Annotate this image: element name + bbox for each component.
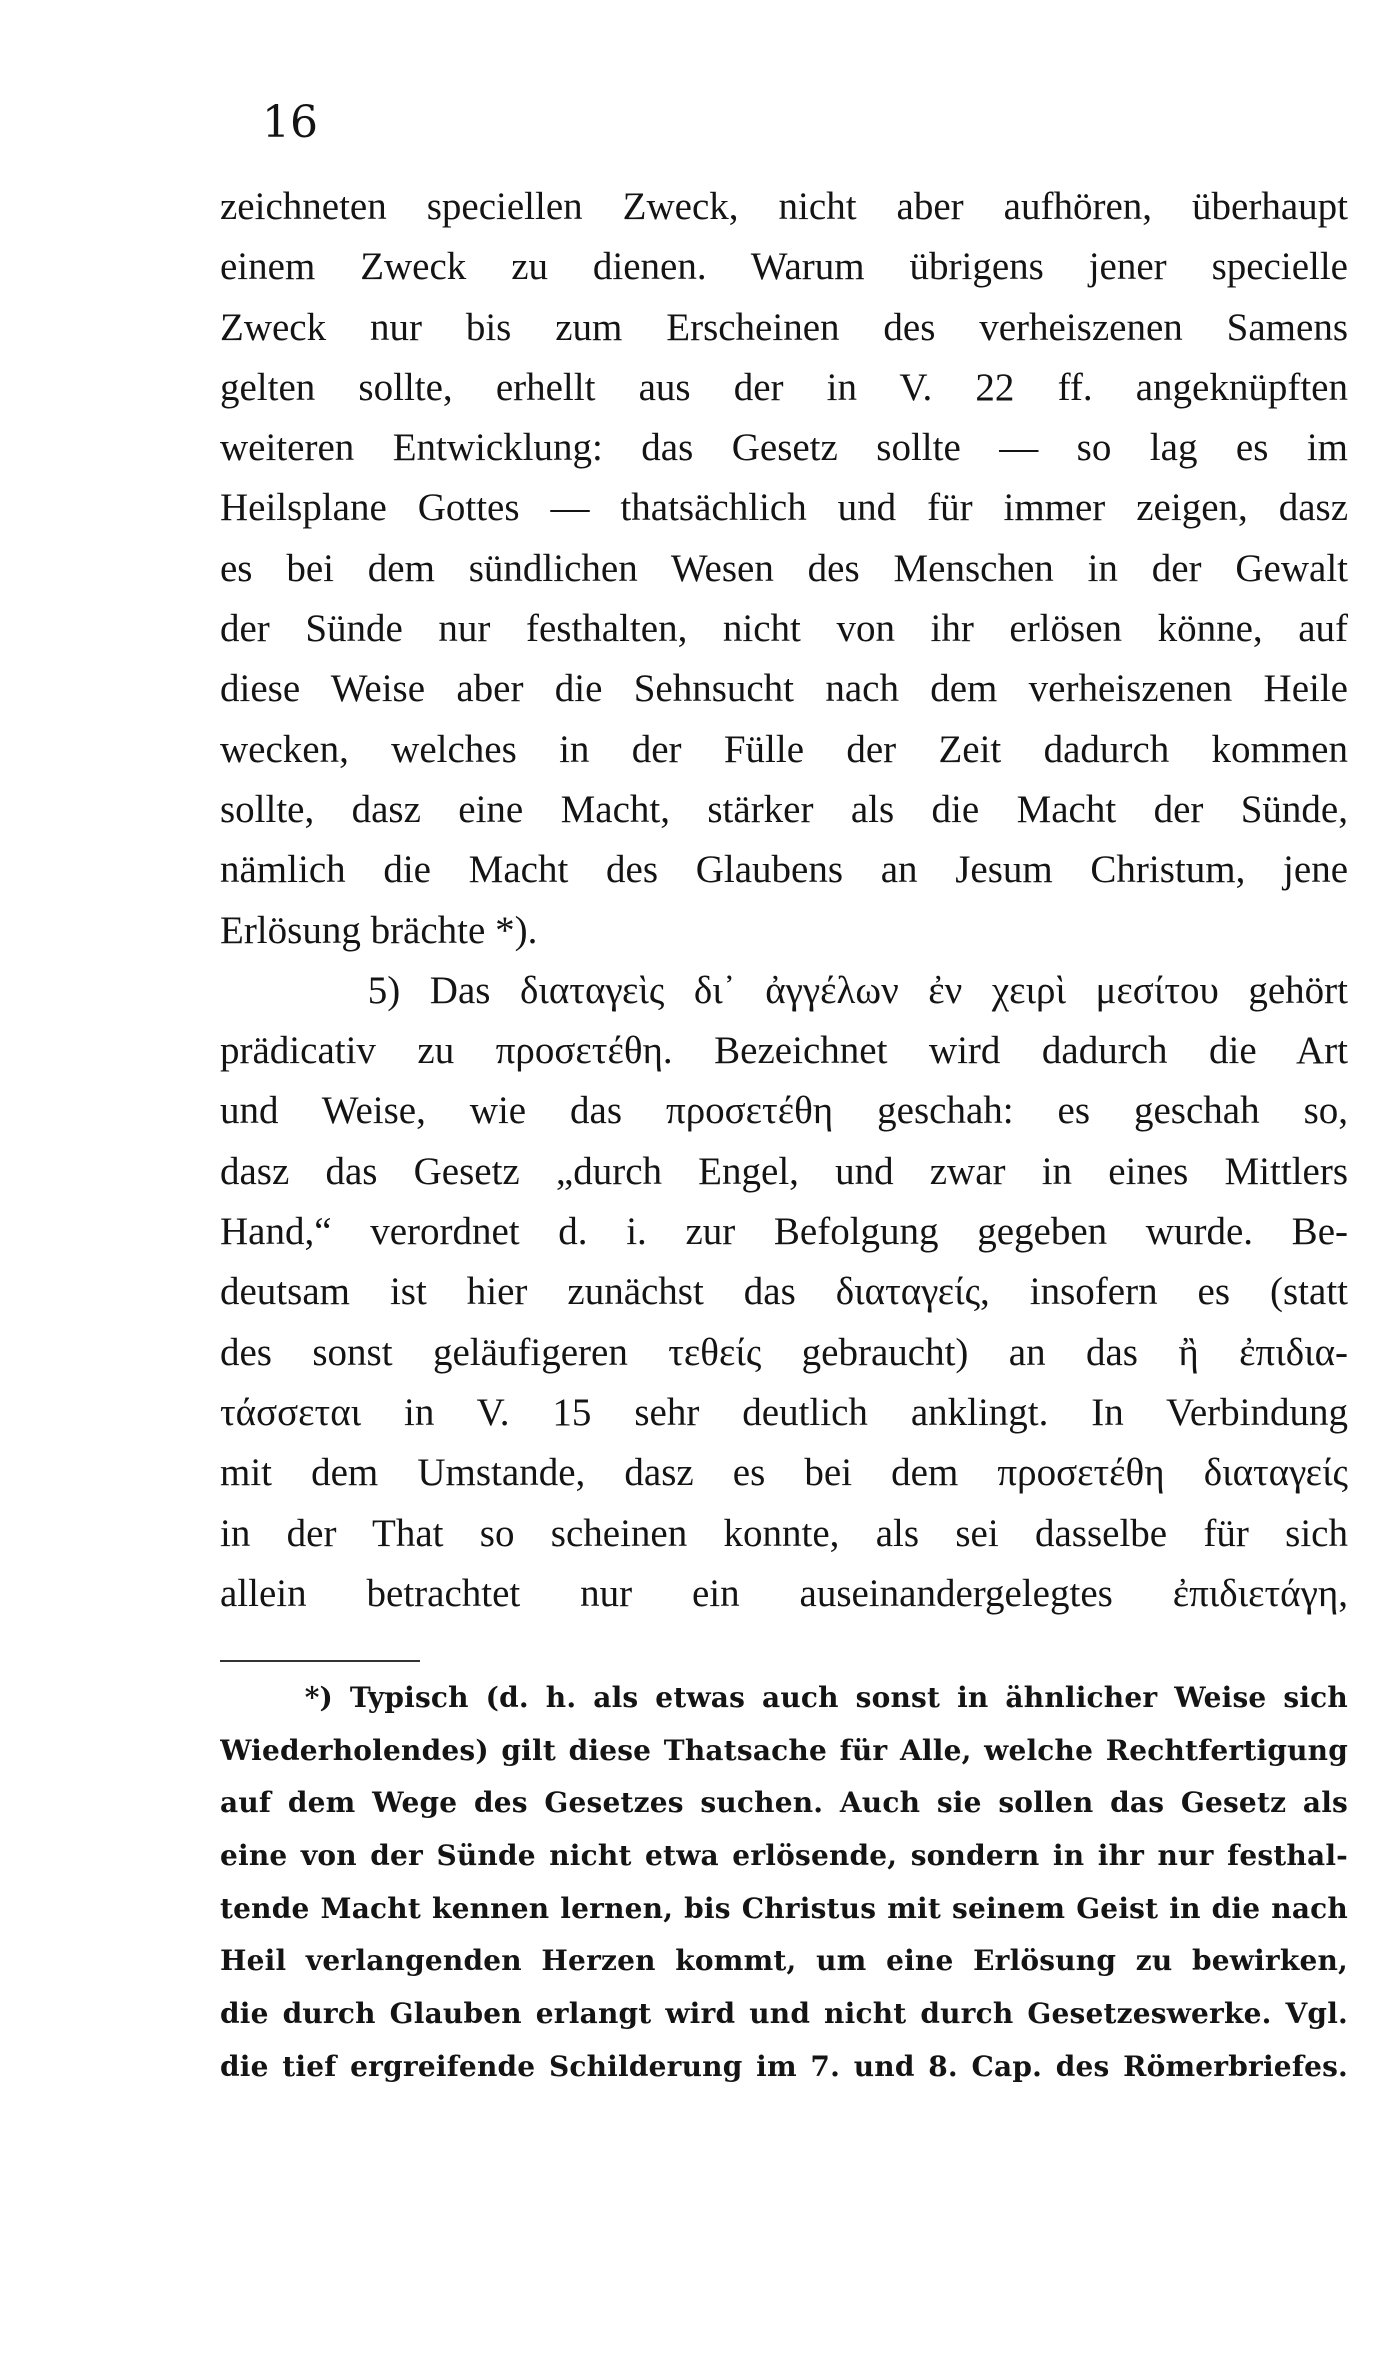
text-line: des sonst geläufigeren τεθείς gebraucht) an das ἢ ἐπιδια- xyxy=(220,1330,1348,1374)
footnote-line: Heil verlangenden Herzen kommt, um eine Erlösung zu bewirken, xyxy=(220,1944,1348,1978)
text-line: sollte, dasz eine Macht, stärker als die Macht der Sünde, xyxy=(220,787,1348,831)
text-line: und Weise, wie das προσετέθη geschah: es geschah so, xyxy=(220,1089,1348,1133)
footnote-line: eine von der Sünde nicht etwa erlösende, sondern in ihr nur festhal- xyxy=(220,1839,1348,1873)
text-line: Erlösung brächte *). xyxy=(220,908,538,952)
text-line: deutsam ist hier zunächst das διαταγείς, insofern es (statt xyxy=(220,1270,1348,1314)
text-line: zeichneten speciellen Zweck, nicht aber aufhören, überhaupt xyxy=(220,185,1348,228)
footnote-line: *) Typisch (d. h. als etwas auch sonst in ähnlicher Weise sich xyxy=(220,1681,1348,1714)
text-line: in der That so scheinen konnte, als sei dasselbe für sich xyxy=(220,1511,1348,1555)
footnote-line: tende Macht kennen lernen, bis Christus mit seinem Geist in die nach xyxy=(220,1891,1348,1925)
text-line: weiteren Entwicklung: das Gesetz sollte — so lag es im xyxy=(220,426,1348,470)
text-line: prädicativ zu προσετέθη. Bezeichnet wird dadurch die Art xyxy=(220,1029,1348,1073)
text-line: mit dem Umstande, dasz es bei dem προσετέθη διαταγείς xyxy=(220,1451,1348,1495)
footnote-line: die tief ergreifende Schilderung im 7. und 8. Cap. des Römerbriefes. xyxy=(220,2049,1348,2083)
text-line: nämlich die Macht des Glaubens an Jesum Christum, jene xyxy=(220,848,1348,892)
text-line: τάσσεται in V. 15 sehr deutlich anklingt. In Verbindung xyxy=(220,1390,1348,1434)
footnote-line: auf dem Wege des Gesetzes suchen. Auch sie sollen das Gesetz als xyxy=(220,1786,1348,1820)
text-line: einem Zweck zu dienen. Warum übrigens jener specielle xyxy=(220,245,1348,289)
text-line: wecken, welches in der Fülle der Zeit dadurch kommen xyxy=(220,727,1348,771)
text-line: Heilsplane Gottes — thatsächlich und für immer zeigen, dasz xyxy=(220,486,1348,530)
text-line: 5) Das διαταγεὶς δι᾽ ἀγγέλων ἐν χειρὶ μεσίτου gehört xyxy=(220,968,1348,1012)
footnote-line: die durch Glauben erlangt wird und nicht durch Gesetzeswerke. Vgl. xyxy=(220,1997,1348,2031)
footnote-line: Wiederholendes) gilt diese Thatsache für Alle, welche Rechtfertigung xyxy=(220,1733,1348,1767)
text-line: Zweck nur bis zum Erscheinen des verheiszenen Samens xyxy=(220,305,1348,349)
footnote xyxy=(220,1672,1348,2094)
text-line: gelten sollte, erhellt aus der in V. 22 ff. angeknüpften xyxy=(220,365,1348,409)
text-line: allein betrachtet nur ein auseinandergelegtes ἐπιδιετάγη, xyxy=(220,1571,1348,1615)
main-text xyxy=(220,177,1348,1624)
text-line: der Sünde nur festhalten, nicht von ihr erlösen könne, auf xyxy=(220,607,1348,651)
text-line: diese Weise aber die Sehnsucht nach dem verheiszenen Heile xyxy=(220,667,1348,711)
text-line: dasz das Gesetz „durch Engel, und zwar in eines Mittlers xyxy=(220,1149,1348,1193)
text-line: es bei dem sündlichen Wesen des Menschen in der Gewalt xyxy=(220,546,1348,590)
page-number: 16 xyxy=(262,97,318,148)
text-line: Hand,“ verordnet d. i. zur Befolgung gegeben wurde. Be- xyxy=(220,1210,1348,1254)
footnote-divider xyxy=(220,1660,420,1662)
